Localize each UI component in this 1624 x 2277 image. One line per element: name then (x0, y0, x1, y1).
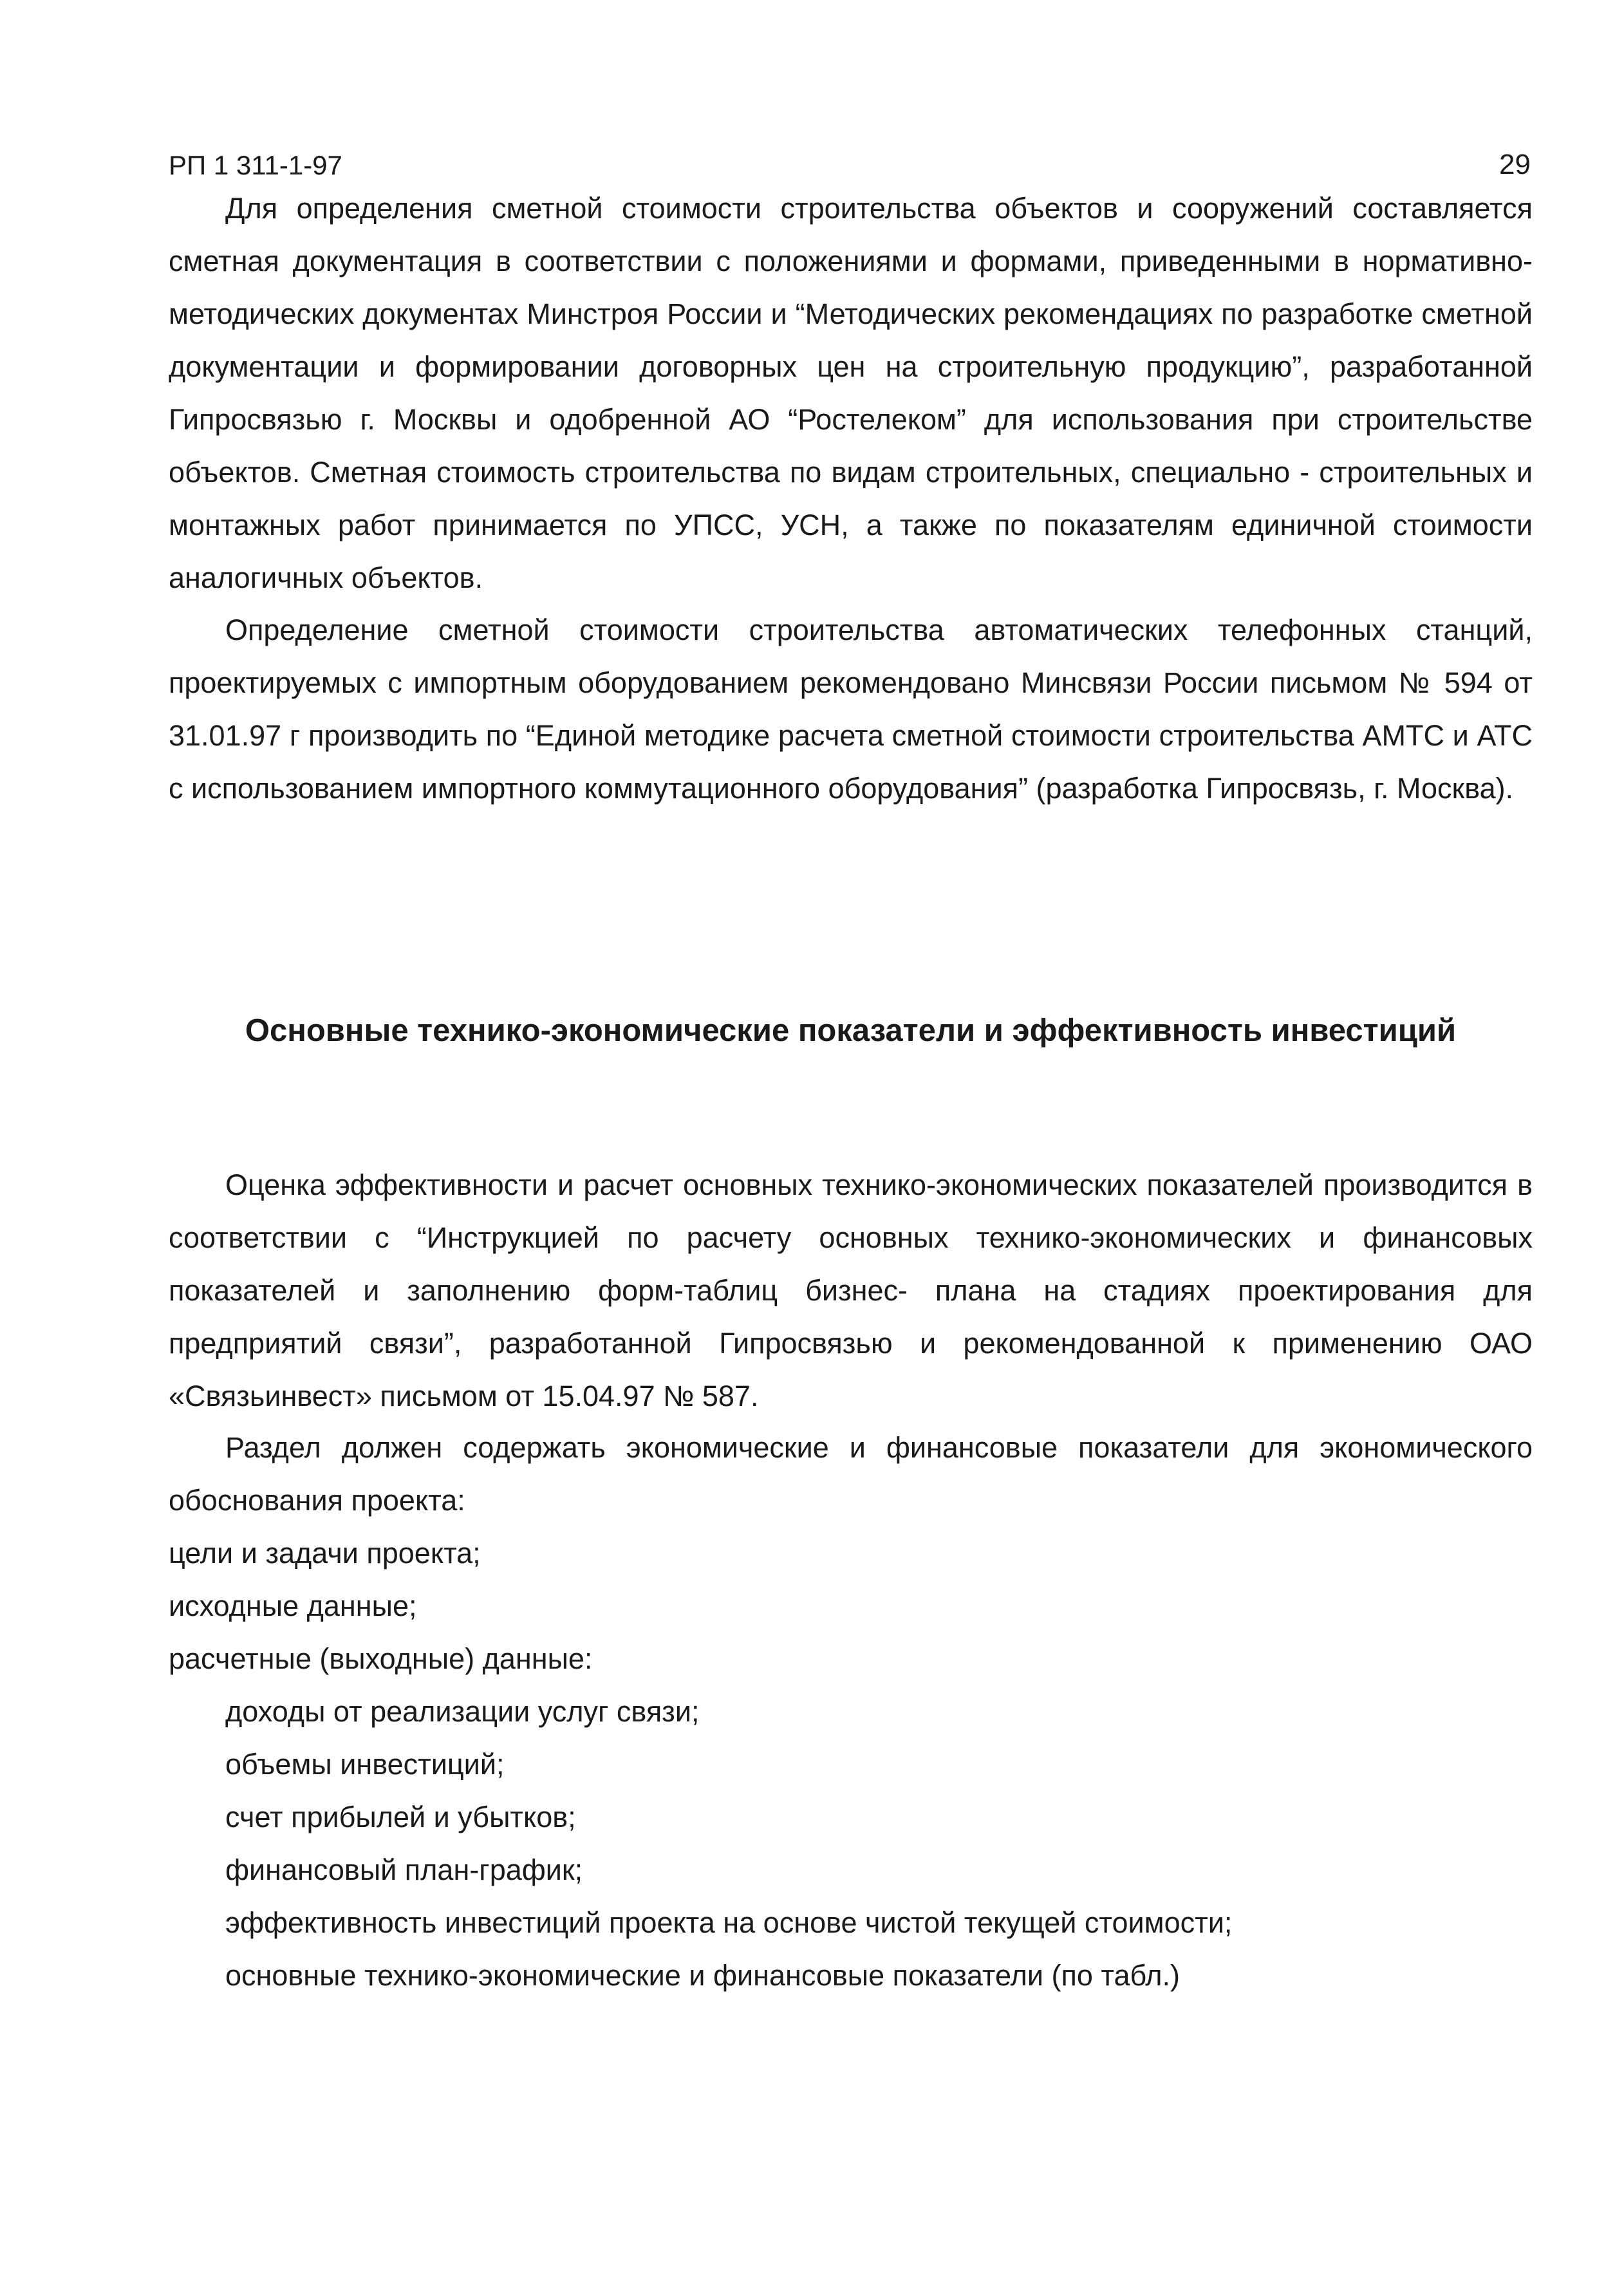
sub-list-item: основные технико-экономические и финансовые показатели (по табл.) (225, 1959, 1180, 1992)
list-item: цели и задачи проекта; (169, 1537, 481, 1570)
document-code: РП 1 311-1-97 (169, 150, 342, 180)
list-item: расчетные (выходные) данные: (169, 1642, 593, 1675)
paragraph-cost-documentation: Для определения сметной стоимости строительства объектов и сооружений составляется сметная документация в соответствии с положениями и формами, приведенными в нормативно-методических документах Минстроя России и “Методических рекомендациях по разработке сметной документации и формировании договорных цен на строительную продукцию”, разработанной Гипросвязью г. Москвы и одобренной АО “Ростелеком” для использования при строительстве объектов. Сметная стоимость строительства по видам строительных, специально - строительных и монтажных работ принимается по УПСС, УСН, а также по показателям единичной стоимости аналогичных объектов. (169, 192, 1533, 594)
list-item: исходные данные; (169, 1589, 417, 1622)
paragraph-block-1 (169, 182, 1533, 604)
paragraph-block-4 (169, 1421, 1533, 2002)
section-heading: Основные технико-экономические показатели и эффективность инвестиций (245, 1013, 1457, 1048)
paragraph-atc-cost: Определение сметной стоимости строительства автоматических телефонных станций, проектируемых с импортным оборудованием рекомендовано Минсвязи России письмом № 594 от 31.01.97 г производить по “Единой методике расчета сметной стоимости строительства АМТС и АТС с использованием импортного коммутационного оборудования” (разработка Гипросвязь, г. Москва). (169, 614, 1533, 805)
sub-list-item: эффективность инвестиций проекта на основе чистой текущей стоимости; (225, 1906, 1233, 1939)
paragraph-block-2 (169, 604, 1533, 815)
sub-list-item: финансовый план-график; (225, 1853, 583, 1886)
sub-list-item: счет прибылей и убытков; (225, 1801, 576, 1833)
paragraph-section-contents: Раздел должен содержать экономические и финансовые показатели для экономического обоснования проекта: (169, 1431, 1533, 1517)
paragraph-efficiency-assessment: Оценка эффективности и расчет основных технико-экономических показателей производится в соответствии с “Инструкцией по расчету основных технико-экономических и финансовых показателей и заполнению форм-таблиц бизнес- плана на стадиях проектирования для предприятий связи”, разработанной Гипросвязью и рекомендованной к применению ОАО «Связьинвест» письмом от 15.04.97 № 587. (169, 1168, 1533, 1412)
sub-list-item: доходы от реализации услуг связи; (225, 1695, 700, 1728)
paragraph-block-3 (169, 1159, 1533, 1423)
sub-list-item: объемы инвестиций; (225, 1748, 505, 1781)
page-number: 29 (1499, 149, 1531, 180)
